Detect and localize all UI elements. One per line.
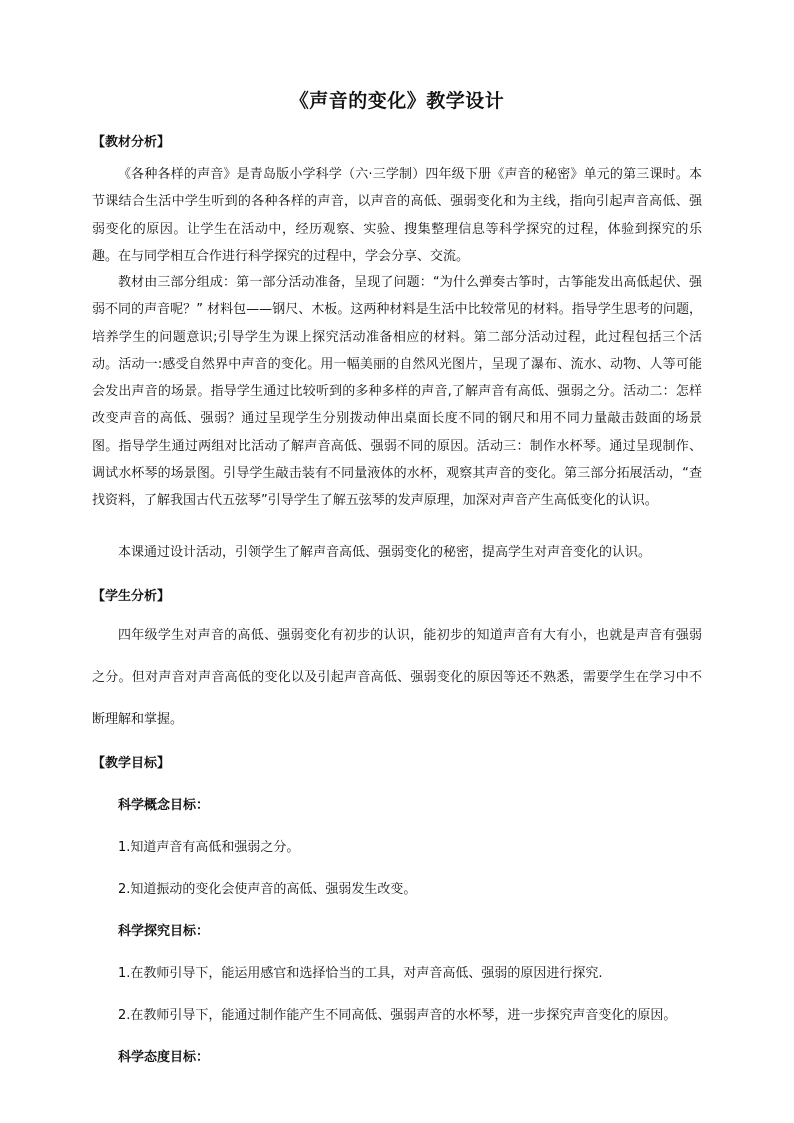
textbook-analysis-paragraph-1: 《各种各样的声音》是青岛版小学科学（六·三学制）四年级下册《声音的秘密》单元的第三课时。本节课结合生活中学生听到的各种各样的声音，以声音的高低、强弱变化和为主线，指向引起声音高低、强弱变化的原因。让学生在活动中，经历观察、实验、搜集整理信息等科学探究的过程，体验到探究的乐趣。在与同学相互合作进行科学探究的过程中，学会分享、交流。: [92, 167, 702, 264]
section-heading-textbook-analysis: 【教材分析】: [92, 135, 171, 150]
student-analysis-paragraph: 四年级学生对声音的高低、强弱变化有初步的认识，能初步的知道声音有大有小，也就是声音有强弱之分。但对声音对声音高低的变化以及引起声音高低、强弱变化的原因等还不熟悉，需要学生在学习中不断理解和掌握。: [92, 628, 702, 727]
attitude-goals-heading: 科学态度目标：: [118, 1050, 210, 1065]
section-heading-teaching-goals: 【教学目标】: [92, 756, 171, 771]
concept-goal-item-1: 1.知道声音有高低和强弱之分。: [118, 840, 300, 855]
section-heading-student-analysis: 【学生分析】: [92, 589, 171, 604]
textbook-analysis-paragraph-2: 教材由三部分组成：第一部分活动准备，呈现了问题：“为什么弹奏古筝时，古筝能发出高低起伏、强弱不同的声音呢？” 材料包——钢尺、木板。这两种材料是生活中比较常见的材料。指导学生思考的问题，培养学生的问题意识;引导学生为课上探究活动准备相应的材料。第二部分活动过程，此过程包括三个活动。活动一:感受自然界中声音的变化。用一幅美丽的自然风光图片，呈现了瀑布、流水、动物、人等可能会发出声音的场景。指导学生通过比较听到的多种多样的声音,了解声音有高低、强弱之分。活动二：怎样改变声音的高低、强弱？通过呈现学生分别拨动伸出桌面长度不同的钢尺和用不同力量敲击鼓面的场景图。指导学生通过两组对比活动了解声音高低、强弱不同的原因。活动三：制作水杯琴。通过呈现制作、调试水杯琴的场景图。引导学生敲击装有不同量液体的水杯，观察其声音的变化。第三部分拓展活动，“查找资料，了解我国古代五弦琴”引导学生了解五弦琴的发声原理，加深对声音产生高低变化的认识。: [92, 275, 702, 509]
textbook-analysis-paragraph-3: 本课通过设计活动，引领学生了解声音高低、强弱变化的秘密，提高学生对声音变化的认识。: [118, 545, 652, 560]
inquiry-goal-item-1: 1.在教师引导下，能运用感官和选择恰当的工具，对声音高低、强弱的原因进行探究.: [118, 966, 603, 981]
page-title: 《声音的变化》教学设计: [289, 90, 505, 112]
concept-goal-item-2: 2.知道振动的变化会使声音的高低、强弱发生改变。: [118, 882, 417, 897]
inquiry-goal-item-2: 2.在教师引导下，能通过制作能产生不同高低、强弱声音的水杯琴，进一步探究声音变化的原因。: [118, 1008, 677, 1023]
inquiry-goals-heading: 科学探究目标：: [118, 924, 210, 939]
concept-goals-heading: 科学概念目标：: [118, 798, 210, 813]
